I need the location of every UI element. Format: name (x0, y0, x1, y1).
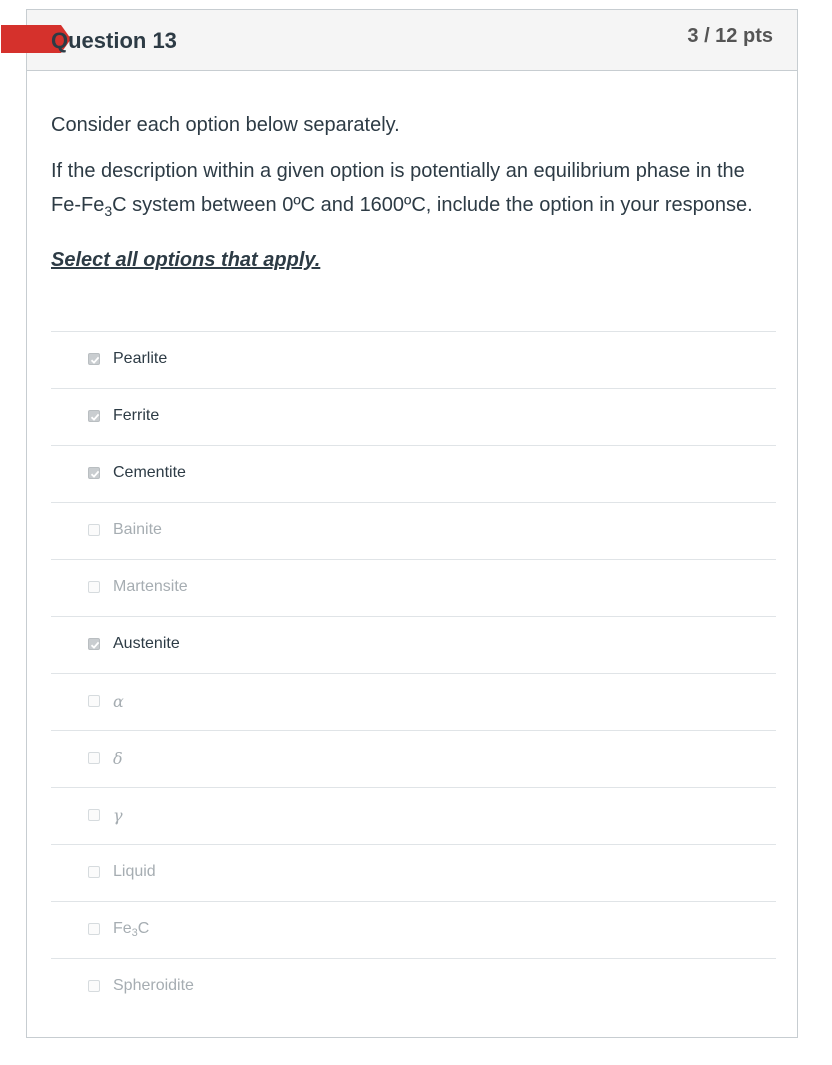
answer-option[interactable] (51, 502, 776, 559)
answer-label (113, 920, 149, 938)
checkmark-icon (89, 354, 101, 366)
answer-option[interactable] (51, 787, 776, 844)
question-points: 3 / 12 pts (687, 25, 773, 47)
answer-label: Spheroidite (113, 977, 194, 994)
question-header (27, 10, 797, 71)
instruction-text: Select all options that apply. (51, 249, 321, 271)
checkmark-icon (89, 639, 101, 651)
checkbox-unchecked[interactable] (88, 752, 100, 764)
checkbox-unchecked[interactable] (88, 695, 100, 707)
answer-label-sub: 3 (131, 927, 138, 939)
checkbox-checked[interactable] (88, 467, 100, 479)
checkbox-checked[interactable] (88, 638, 100, 650)
checkmark-icon (89, 411, 101, 423)
answer-option[interactable] (51, 616, 776, 673)
answer-label: Bainite (113, 521, 162, 538)
prompt-line-2-b: C system between 0ºC and 1600ºC, include the option in your response. (112, 194, 753, 216)
answer-option[interactable] (51, 673, 776, 730)
answer-option[interactable] (51, 901, 776, 958)
prompt-line-2-sub: 3 (104, 203, 113, 219)
answer-label-tail: C (137, 920, 150, 937)
answer-option[interactable] (51, 331, 776, 388)
answer-option[interactable] (51, 844, 776, 901)
checkbox-unchecked[interactable] (88, 809, 100, 821)
answer-option[interactable] (51, 388, 776, 445)
answer-label: Liquid (113, 863, 156, 880)
checkbox-checked[interactable] (88, 410, 100, 422)
answer-option[interactable] (51, 445, 776, 502)
checkbox-unchecked[interactable] (88, 866, 100, 878)
prompt-line-2-a: If the description within a given option is potentially an equilibrium phase in the Fe-Fe (51, 160, 745, 216)
checkbox-unchecked[interactable] (88, 980, 100, 992)
checkbox-unchecked[interactable] (88, 524, 100, 536)
answer-option[interactable] (51, 559, 776, 616)
answer-label: Ferrite (113, 407, 160, 424)
checkbox-unchecked[interactable] (88, 923, 100, 935)
checkmark-icon (89, 468, 101, 480)
answer-label: Cementite (113, 464, 186, 481)
prompt-line-2 (51, 154, 776, 228)
answer-label: δ (113, 749, 123, 768)
answer-label: Martensite (113, 578, 188, 595)
checkbox-checked[interactable] (88, 353, 100, 365)
question-title: Question 13 (51, 28, 177, 53)
answer-label: Austenite (113, 635, 180, 652)
answer-option[interactable] (51, 958, 776, 1015)
answer-list (51, 331, 776, 1015)
answer-label: α (113, 692, 124, 711)
answer-label: γ (113, 806, 123, 825)
question-text (51, 108, 776, 292)
prompt-line-1: Consider each option below separately. (51, 114, 400, 136)
answer-option[interactable] (51, 730, 776, 787)
select-all-instruction (51, 243, 776, 277)
checkbox-unchecked[interactable] (88, 581, 100, 593)
answer-label-main: Fe (113, 920, 132, 937)
question-card (26, 9, 798, 1038)
answer-label: Pearlite (113, 350, 168, 367)
